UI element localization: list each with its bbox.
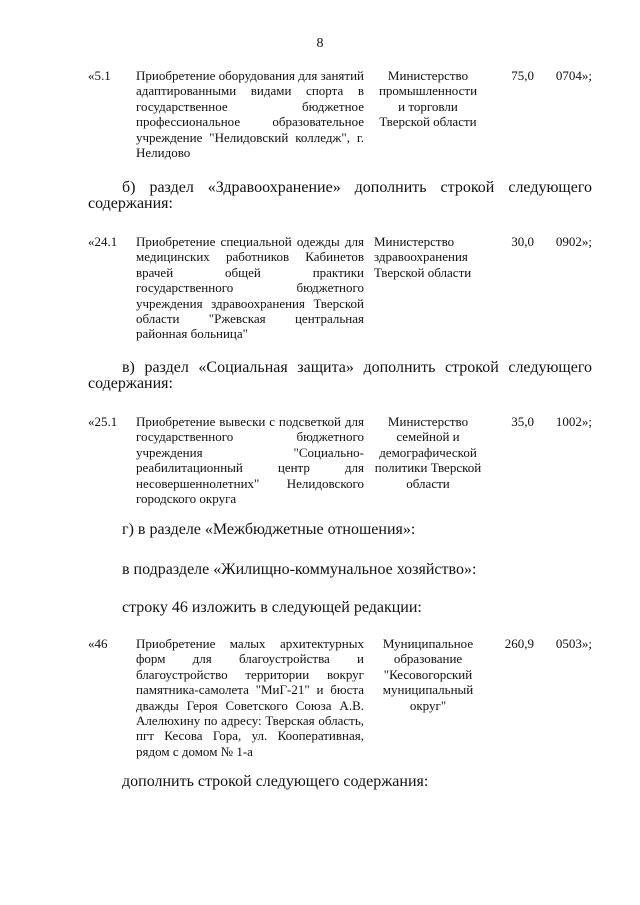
row-code: 0503»; bbox=[555, 636, 592, 651]
row-organization: Министерство здравоохранения Тверской области bbox=[374, 234, 472, 280]
paragraph-row46: строку 46 изложить в следующей редакции: bbox=[122, 599, 422, 616]
paragraph-b-line1: б) раздел «Здравоохранение» дополнить строкой следующего bbox=[122, 179, 592, 196]
row-amount: 35,0 bbox=[511, 414, 534, 429]
paragraph-b-line2: содержания: bbox=[88, 195, 173, 212]
row-number: «24.1 bbox=[88, 234, 118, 249]
row-description: Приобретение малых архитектурных форм для благоустройства и благоустройство территории вокруг памятника-самолета "МиГ-21" и бюста дважды Героя Советского Союза А.В. Алелюхину по адресу: Тверская область, пгт Кесова Гора, ул. Кооперативная, рядом с домом № 1-а bbox=[136, 636, 364, 759]
row-number: «25.1 bbox=[88, 414, 118, 429]
paragraph-subsection: в подразделе «Жилищно-коммунальное хозяйство»: bbox=[122, 561, 477, 578]
row-organization: Министерство промышленности и торговли Тверской области bbox=[378, 68, 478, 130]
row-organization: Министерство семейной и демографической политики Тверской области bbox=[374, 414, 482, 491]
row-code: 0704»; bbox=[555, 68, 592, 83]
row-organization: Муниципальное образование "Кесовогорский муниципальный округ" bbox=[382, 636, 474, 713]
paragraph-v-line1: в) раздел «Социальная защита» дополнить строкой следующего bbox=[122, 359, 592, 376]
row-number: «5.1 bbox=[88, 68, 111, 83]
paragraph-g: г) в разделе «Межбюджетные отношения»: bbox=[122, 521, 416, 538]
row-number: «46 bbox=[88, 636, 108, 651]
row-code: 1002»; bbox=[555, 414, 592, 429]
row-description: Приобретение вывески с подсветкой для государственного бюджетного учреждения "Социально-реабилитационный центр для несовершеннолетних" Нелидовского городского округа bbox=[136, 414, 364, 507]
page-number: 8 bbox=[316, 36, 324, 51]
row-amount: 260,9 bbox=[504, 636, 534, 651]
row-description: Приобретение оборудования для занятий адаптированными видами спорта в государственное бюджетное профессиональное образовательное учреждение "Нелидовский колледж", г. Нелидово bbox=[136, 68, 365, 161]
paragraph-v-line2: содержания: bbox=[88, 375, 173, 392]
row-description: Приобретение специальной одежды для медицинских работников Кабинетов врачей общей практики государственного бюджетного учреждения здравоохранения Тверской области "Ржевская центральная районная больница" bbox=[136, 234, 364, 342]
row-amount: 75,0 bbox=[511, 68, 534, 83]
row-code: 0902»; bbox=[555, 234, 592, 249]
row-amount: 30,0 bbox=[511, 234, 534, 249]
paragraph-add: дополнить строкой следующего содержания: bbox=[122, 773, 429, 790]
